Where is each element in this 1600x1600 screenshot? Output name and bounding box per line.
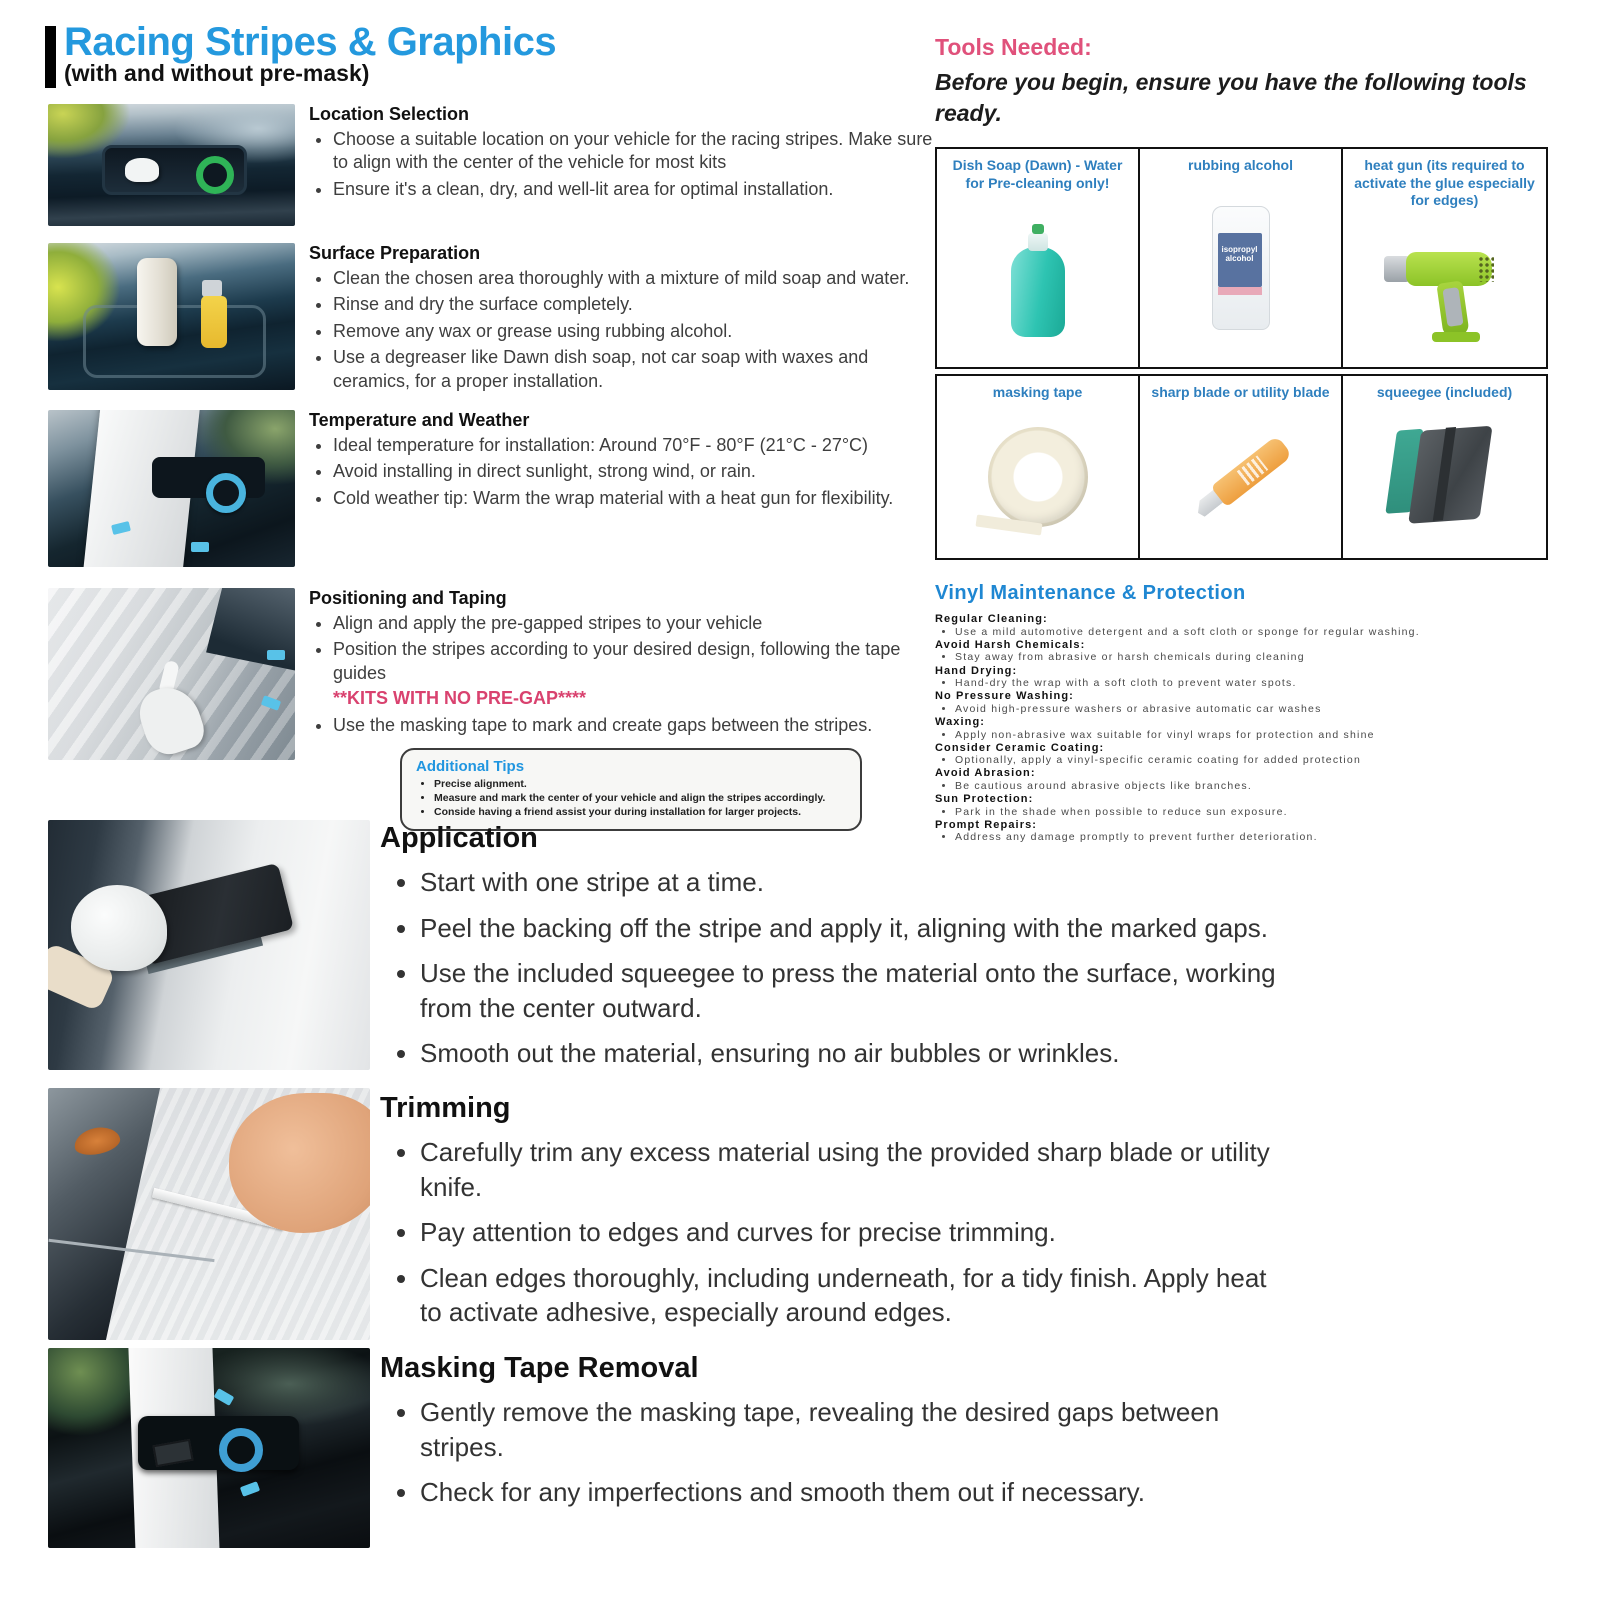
vm-list — [935, 677, 1548, 689]
blue-tape-piece — [191, 542, 209, 552]
tools-grid-row1 — [935, 147, 1548, 369]
soap-bottle-neck — [1028, 233, 1048, 251]
list-item: • Gently remove the masking tape, revealing the desired gaps between stripes. — [420, 1395, 1280, 1464]
vm-label: Sun Protection: — [935, 793, 1034, 806]
tool-cell-rubbing-alcohol — [1140, 149, 1343, 367]
tool-cell-heat-gun — [1343, 149, 1546, 367]
vm-label: Regular Cleaning: — [935, 613, 1048, 626]
list-item: • Rinse and dry the surface completely. — [333, 293, 949, 316]
list-item: • Conside having a friend assist your during installation for larger projects. — [434, 805, 846, 819]
glove-in-photo — [125, 158, 159, 182]
vm-list — [935, 651, 1548, 663]
tools-column — [935, 34, 1548, 844]
vinyl-maintenance-section — [935, 582, 1548, 843]
photo-positioning-taping — [48, 588, 295, 760]
tool-cell-masking-tape — [937, 376, 1140, 558]
photo-application — [48, 820, 370, 1070]
step-text — [309, 410, 949, 513]
vm-label: Hand Drying: — [935, 664, 1018, 677]
vm-list — [935, 754, 1548, 766]
tool-cell-dish-soap — [937, 149, 1140, 367]
photo-trimming — [48, 1088, 370, 1340]
page-subtitle: (with and without pre-mask) — [64, 60, 370, 86]
list-item: • Ensure it's a clean, dry, and well-lit area for optimal installation. — [333, 178, 949, 201]
tool-label: squeegee (included) — [1376, 384, 1513, 401]
list-item: • Remove any wax or grease using rubbing alcohol. — [333, 320, 949, 343]
trimming-heading: Trimming — [380, 1092, 511, 1124]
no-pre-gap-note: **KITS WITH NO PRE-GAP**** — [333, 688, 587, 709]
bullet-text: Position the stripes according to your desired design, following the tape guides — [333, 639, 901, 683]
list-item: • Pay attention to edges and curves for precise trimming. — [420, 1215, 1280, 1250]
heat-gun-vents — [1478, 256, 1494, 282]
list-item: • Smooth out the material, ensuring no air bubbles or wrinkles. — [420, 1036, 1280, 1071]
additional-tips-box — [400, 748, 862, 831]
additional-tips-heading: Additional Tips — [416, 758, 525, 775]
list-item: • Ideal temperature for installation: Around 70°F - 80°F (21°C - 27°C) — [333, 434, 949, 457]
soap-bottle-cap — [1032, 224, 1044, 234]
list-item: • Optionally, apply a vinyl-specific ceramic coating for added protection — [955, 754, 1548, 766]
vm-list — [935, 729, 1548, 741]
tool-label: Dish Soap (Dawn) - Water for Pre-cleaning only! — [952, 157, 1123, 191]
tool-label: heat gun (its required to activate the glue especially for edges) — [1354, 157, 1535, 209]
paper-towel-roll — [137, 258, 177, 346]
tool-cell-utility-blade — [1140, 376, 1343, 558]
list-item: • Avoid high-pressure washers or abrasive automatic car washes — [955, 703, 1548, 715]
list-item: • Address any damage promptly to prevent further deterioration. — [955, 831, 1548, 843]
photo-location-selection — [48, 104, 295, 226]
blue-tape-piece — [214, 1388, 235, 1406]
masking-tape-image — [988, 427, 1088, 527]
list-item: • Clean the chosen area thoroughly with a mixture of mild soap and water. — [333, 267, 949, 290]
blue-tape-piece — [267, 650, 285, 660]
section-application — [380, 822, 1280, 1082]
step-heading: Location Selection — [309, 104, 470, 124]
vm-label: Waxing: — [935, 715, 986, 728]
masking-tape-tail — [975, 514, 1042, 535]
step-heading: Positioning and Taping — [309, 588, 507, 608]
step-positioning-taping — [48, 588, 949, 760]
step-heading: Temperature and Weather — [309, 410, 530, 430]
page-title: Racing Stripes & Graphics — [64, 20, 557, 64]
vinyl-maintenance-heading: Vinyl Maintenance & Protection — [935, 582, 1246, 605]
list-item: • Clean edges thoroughly, including underneath, for a tidy finish. Apply heat to activate adhesive, especially around edges. — [420, 1261, 1280, 1330]
list-item: • Park in the shade when possible to reduce sun exposure. — [955, 806, 1548, 818]
list-item: • Use a degreaser like Dawn dish soap, not car soap with waxes and ceramics, for a proper installation. — [333, 346, 949, 393]
tool-art — [1146, 402, 1335, 553]
tool-art — [943, 192, 1132, 361]
tool-art — [1349, 210, 1540, 362]
list-item: • Peel the backing off the stripe and apply it, aligning with the marked gaps. — [420, 911, 1280, 946]
step-text — [309, 588, 949, 740]
tool-label: masking tape — [992, 384, 1083, 401]
soap-bottle-body — [1011, 247, 1065, 337]
step-bullet-list — [309, 128, 949, 201]
alcohol-bottle-label: isopropyl alcohol — [1218, 233, 1262, 287]
application-heading: Application — [380, 822, 538, 854]
application-list — [380, 865, 1280, 1071]
vm-list — [935, 703, 1548, 715]
step-temperature-weather — [48, 410, 949, 567]
spray-bottle-head — [202, 280, 222, 297]
vm-list — [935, 780, 1548, 792]
list-item: • Start with one stripe at a time. — [420, 865, 1280, 900]
list-item — [333, 638, 949, 710]
list-item: • Cold weather tip: Warm the wrap material with a heat gun for flexibility. — [333, 487, 949, 510]
section-trimming — [380, 1092, 1280, 1341]
heat-gun-image — [1382, 226, 1508, 344]
step-bullet-list — [309, 267, 949, 393]
glove-hand — [71, 885, 167, 971]
list-item: • Apply non-abrasive wax suitable for vinyl wraps for protection and shine — [955, 729, 1548, 741]
title-accent-bar — [45, 26, 56, 88]
vm-list — [935, 806, 1548, 818]
trimming-list — [380, 1135, 1280, 1330]
tool-label: sharp blade or utility blade — [1151, 384, 1330, 401]
step-text — [309, 104, 949, 204]
list-item: • Use the masking tape to mark and create gaps between the stripes. — [333, 714, 949, 737]
tool-art — [1146, 175, 1335, 362]
tool-art — [943, 402, 1132, 553]
list-item: • Carefully trim any excess material using the provided sharp blade or utility knife. — [420, 1135, 1280, 1204]
bare-hand — [229, 1093, 370, 1233]
blue-tape-piece — [240, 1481, 260, 1497]
list-item: • Stay away from abrasive or harsh chemicals during cleaning — [955, 651, 1548, 663]
vm-label: Avoid Abrasion: — [935, 767, 1036, 780]
squeegee-image — [1384, 420, 1505, 534]
step-surface-preparation — [48, 243, 949, 396]
vm-label: Avoid Harsh Chemicals: — [935, 638, 1086, 651]
utility-knife-image — [1157, 393, 1324, 560]
list-item: • Choose a suitable location on your vehicle for the racing stripes. Make sure to align with the center of the vehicle for most kits — [333, 128, 949, 175]
vm-label: No Pressure Washing: — [935, 690, 1074, 703]
photo-temperature-weather — [48, 410, 295, 567]
list-item: • Use a mild automotive detergent and a soft cloth or sponge for regular washing. — [955, 626, 1548, 638]
section-masking-tape-removal — [380, 1352, 1280, 1521]
masking-tape-removal-list — [380, 1395, 1280, 1510]
vm-label: Consider Ceramic Coating: — [935, 741, 1105, 754]
tool-label: rubbing alcohol — [1188, 157, 1293, 174]
tools-needed-heading: Tools Needed: — [935, 34, 1092, 60]
list-item: • Hand-dry the wrap with a soft cloth to prevent water spots. — [955, 677, 1548, 689]
blue-tape-roll — [206, 473, 246, 513]
step-bullet-list — [309, 612, 949, 737]
heat-gun-base — [1432, 332, 1480, 342]
vm-list — [935, 626, 1548, 638]
step-location-selection — [48, 104, 949, 226]
tools-grid-row2 — [935, 374, 1548, 560]
spray-bottle — [201, 296, 227, 348]
alcohol-bottle-image — [1212, 206, 1270, 330]
tools-intro: Before you begin, ensure you have the following tools ready. — [935, 69, 1527, 127]
step-text — [309, 243, 949, 396]
list-item: • Be cautious around abrasive objects like branches. — [955, 780, 1548, 792]
alcohol-label-strip — [1218, 287, 1262, 295]
dish-soap-bottle-image — [1009, 217, 1067, 337]
list-item: • Check for any imperfections and smooth them out if necessary. — [420, 1475, 1280, 1510]
list-item: • Measure and mark the center of your vehicle and align the stripes accordingly. — [434, 791, 846, 805]
photo-masking-tape-removal — [48, 1348, 370, 1548]
list-item: • Align and apply the pre-gapped stripes to your vehicle — [333, 612, 949, 635]
list-item: • Use the included squeegee to press the material onto the surface, working from the center outward. — [420, 956, 1280, 1025]
masking-tape-removal-heading: Masking Tape Removal — [380, 1352, 699, 1384]
photo-surface-preparation — [48, 243, 295, 390]
step-bullet-list — [309, 434, 949, 510]
list-item: • Avoid installing in direct sunlight, strong wind, or rain. — [333, 460, 949, 483]
list-item: • Precise alignment. — [434, 777, 846, 791]
vm-label: Prompt Repairs: — [935, 818, 1038, 831]
tool-art — [1349, 402, 1540, 553]
step-heading: Surface Preparation — [309, 243, 481, 263]
tool-cell-squeegee — [1343, 376, 1546, 558]
additional-tips-list — [416, 777, 846, 820]
blue-tape-roll — [219, 1428, 263, 1472]
